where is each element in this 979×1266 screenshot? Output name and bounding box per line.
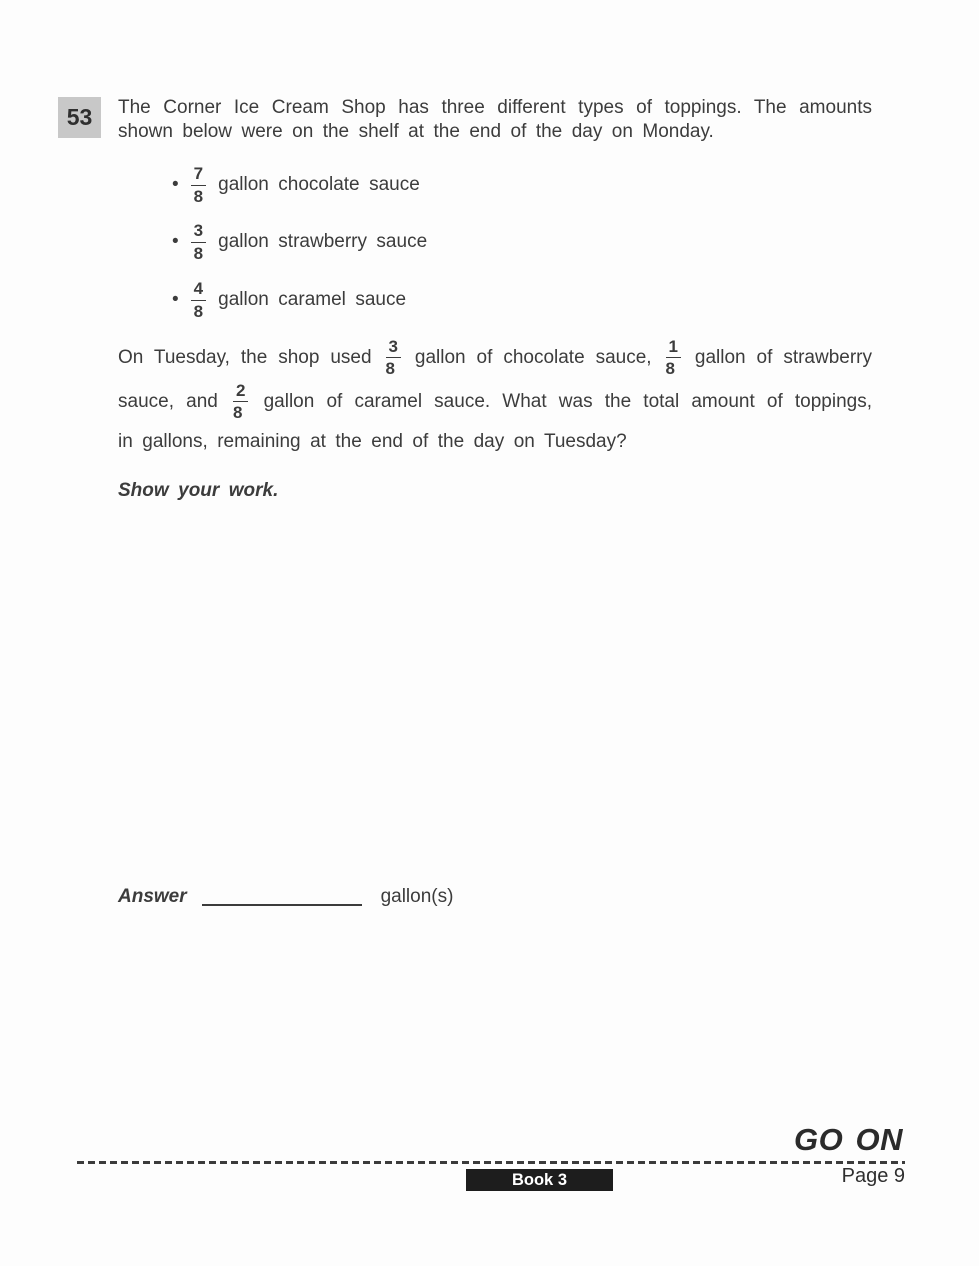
bullet-icon: •	[172, 231, 179, 252]
body-text: gallon of chocolate sauce,	[414, 347, 652, 368]
book-badge: Book 3	[466, 1169, 613, 1191]
answer-label: Answer	[118, 886, 187, 907]
fraction	[191, 221, 206, 262]
fraction	[191, 279, 206, 320]
bullet-label: gallon strawberry sauce	[218, 231, 428, 252]
fraction-denominator: 8	[193, 186, 204, 206]
answer-row	[118, 882, 453, 908]
body-text: On Tuesday, the shop used	[118, 347, 372, 368]
question-body-line-3: in gallons, remaining at the end of the day on Tuesday?	[118, 431, 627, 452]
body-text: sauce, and	[118, 391, 218, 412]
answer-blank	[202, 886, 362, 906]
fraction-denominator: 8	[665, 359, 675, 379]
fraction-denominator: 8	[193, 243, 204, 263]
show-work-label: Show your work.	[118, 480, 279, 501]
fraction-numerator: 3	[191, 221, 206, 242]
fraction	[666, 337, 681, 378]
body-text: gallon of strawberry	[694, 347, 872, 368]
intro-line-2: shown below were on the shelf at the end of the day on Monday.	[118, 121, 714, 142]
question-body-line-1	[118, 336, 872, 380]
fraction	[191, 164, 206, 205]
bullet-item-chocolate	[172, 162, 420, 208]
bullet-label: gallon chocolate sauce	[218, 174, 420, 195]
page-number: Page 9	[841, 1165, 905, 1187]
fraction	[386, 337, 401, 378]
question-body-line-2	[118, 380, 872, 424]
body-text: gallon of caramel sauce. What was the total amount of toppings,	[263, 391, 872, 412]
bullet-item-strawberry	[172, 219, 427, 265]
fraction-numerator: 1	[666, 337, 681, 358]
fraction-denominator: 8	[232, 403, 243, 423]
fraction-numerator: 7	[191, 164, 206, 185]
question-number-badge: 53	[58, 97, 101, 138]
fraction-denominator: 8	[193, 301, 204, 321]
bullet-label: gallon caramel sauce	[218, 289, 407, 310]
fraction-numerator: 2	[233, 381, 248, 402]
fraction-numerator: 4	[191, 279, 206, 300]
fraction-denominator: 8	[385, 359, 395, 379]
intro-line-1: The Corner Ice Cream Shop has three different types of toppings. The amounts	[118, 97, 872, 118]
bullet-icon: •	[172, 174, 179, 195]
fraction-numerator: 3	[386, 337, 401, 358]
question-intro	[118, 96, 872, 144]
go-on-label: GO ON	[794, 1122, 903, 1157]
footer-divider	[77, 1161, 905, 1164]
question-body	[118, 336, 872, 454]
answer-unit-label: gallon(s)	[380, 886, 454, 907]
bullet-icon: •	[172, 289, 179, 310]
bullet-item-caramel	[172, 277, 406, 323]
fraction	[233, 381, 248, 422]
